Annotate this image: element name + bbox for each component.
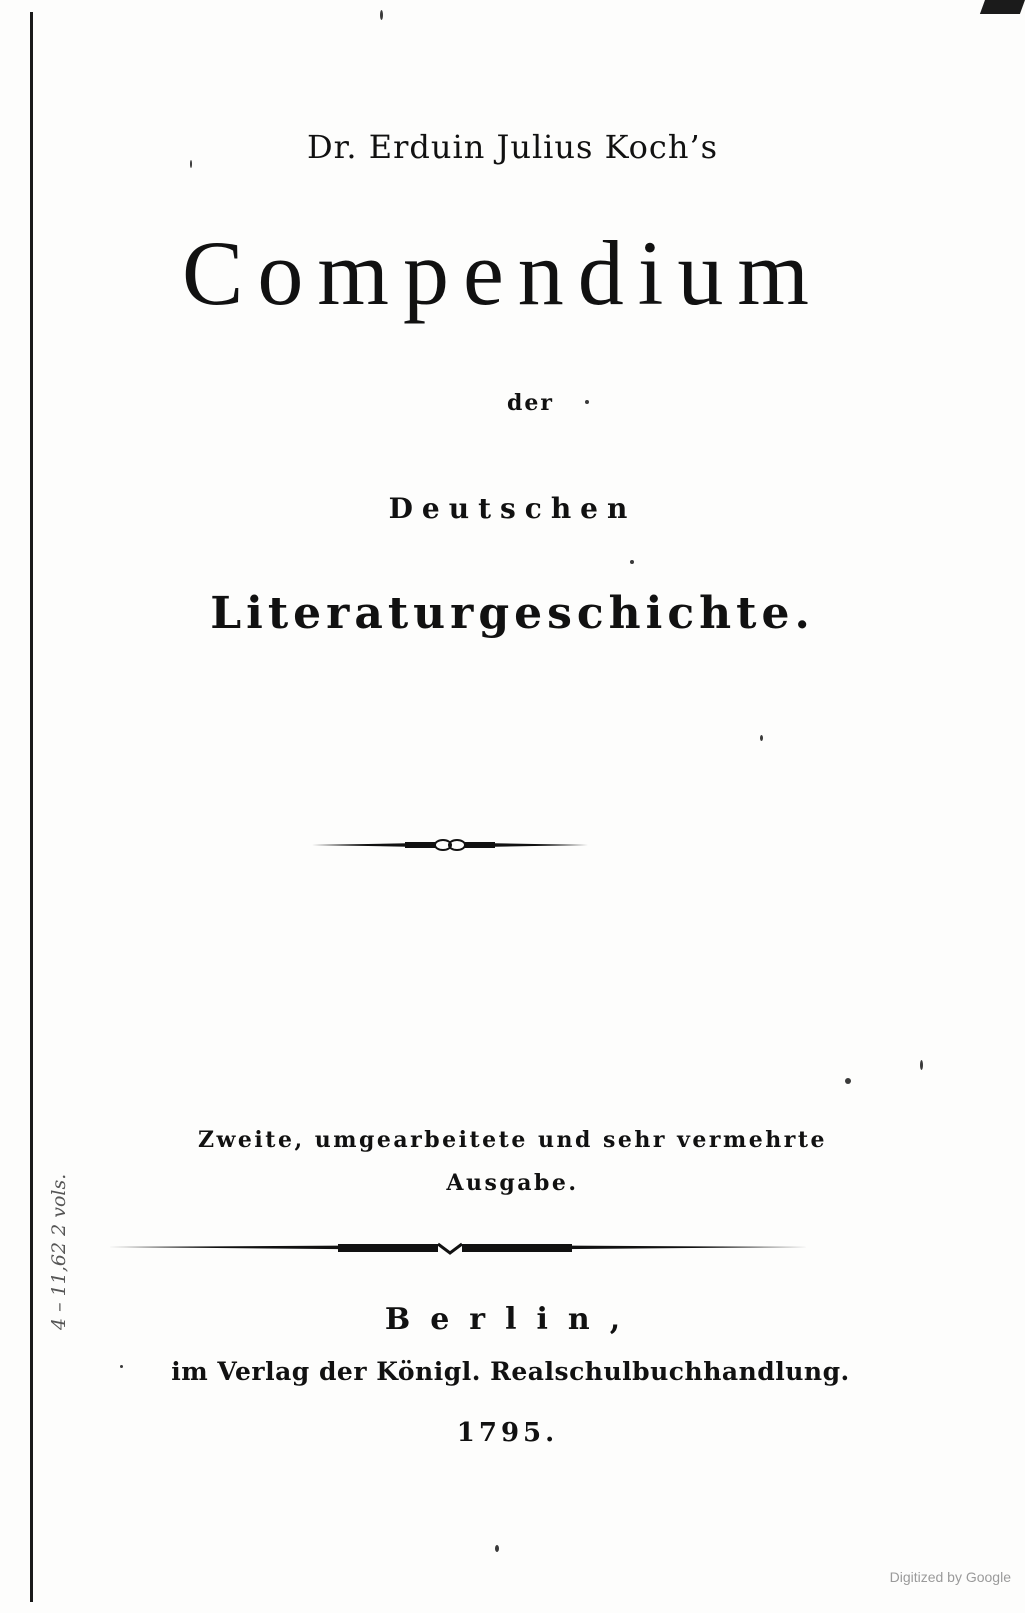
imprint-publisher: im Verlag der Königl. Realschulbuchhandlung.: [171, 1357, 850, 1386]
margin-note-text: 4 – 11,62 2 vols.: [48, 1173, 70, 1330]
ornament-divider: [310, 836, 590, 854]
edition-line-1: Zweite, umgearbeitete und sehr vermehrte: [197, 1127, 828, 1153]
double-rule-divider: [108, 1240, 808, 1256]
paper-speck: [630, 560, 634, 564]
paper-speck: [380, 10, 383, 20]
imprint-year: 1795.: [456, 1418, 559, 1448]
digitized-watermark: Digitized by Google: [889, 1569, 1011, 1585]
paper-speck: [495, 1545, 499, 1552]
author-line: Dr. Erduin Julius Koch’s: [306, 128, 719, 166]
edition-line-2: Ausgabe.: [446, 1170, 579, 1196]
title-article: der: [507, 390, 554, 416]
book-title: Compendium: [182, 222, 823, 324]
imprint-city: Berlin,: [384, 1302, 641, 1337]
handwritten-margin-note: [18, 930, 78, 1330]
title-adjective: Deutschen: [388, 492, 637, 525]
scan-corner-shadow: [980, 0, 1025, 14]
paper-speck: [920, 1060, 923, 1070]
title-subject: Literaturgeschichte.: [210, 588, 815, 639]
paper-speck: [760, 735, 763, 741]
paper-speck: [845, 1078, 851, 1084]
